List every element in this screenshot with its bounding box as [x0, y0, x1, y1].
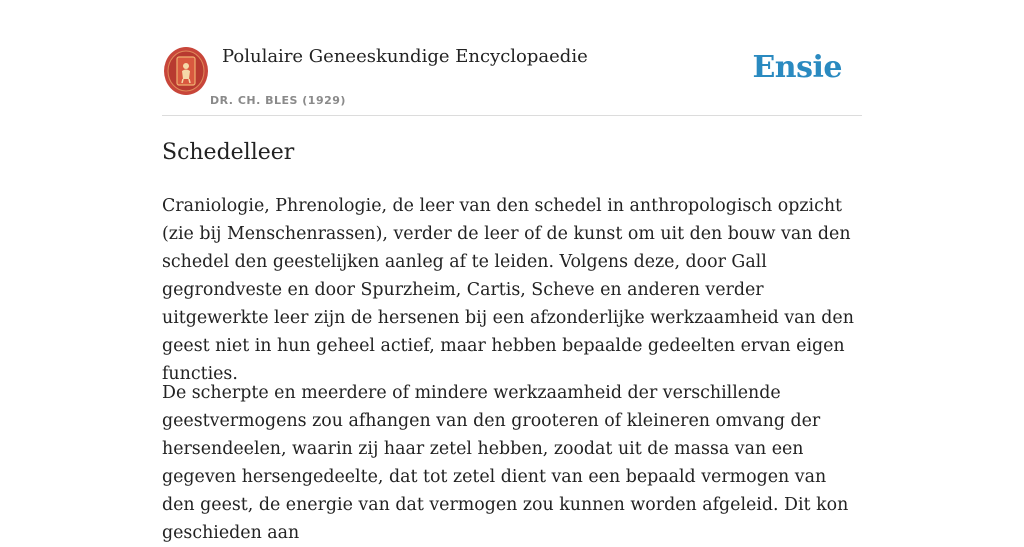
- entry-paragraph-1: Craniologie, Phrenologie, de leer van den schedel in anthropologisch opzicht (zie bij Menschenrassen), verder de leer of de kunst om uit den bouw van den schedel den geestelijken aanleg af te leiden. Volgens deze, door Gall gegrondveste en door Spurzheim, Cartis, Scheve en anderen verder uitgewerkte leer zijn de hersenen bij een afzonderlijke werkzaamheid van den geest niet in hun geheel actief, maar hebben bepaalde gedeelten ervan eigen functies.: [162, 196, 854, 384]
- ensie-logo[interactable]: Ensie: [752, 50, 842, 85]
- book-cover-icon[interactable]: [164, 47, 208, 95]
- header: [162, 0, 862, 116]
- content-container: [162, 0, 862, 543]
- entry-paragraph-2: De scherpte en meerdere of mindere werkzaamheid der verschillende geestvermogens zou afhangen van den grooteren of kleineren omvang der hersendeelen, waarin zij haar zetel hebben, zoodat uit de massa van een gegeven hersengedeelte, dat tot zetel dient van een bepaald vermogen van den geest, de energie van dat vermogen zou kunnen worden afgeleid. Dit kon geschieden aan: [162, 383, 849, 543]
- book-title[interactable]: Polulaire Geneeskundige Encyclopaedie: [222, 46, 588, 67]
- book-author: DR. CH. BLES (1929): [210, 94, 346, 107]
- entry-title: Schedelleer: [162, 140, 295, 165]
- book-cover-image: [164, 47, 208, 95]
